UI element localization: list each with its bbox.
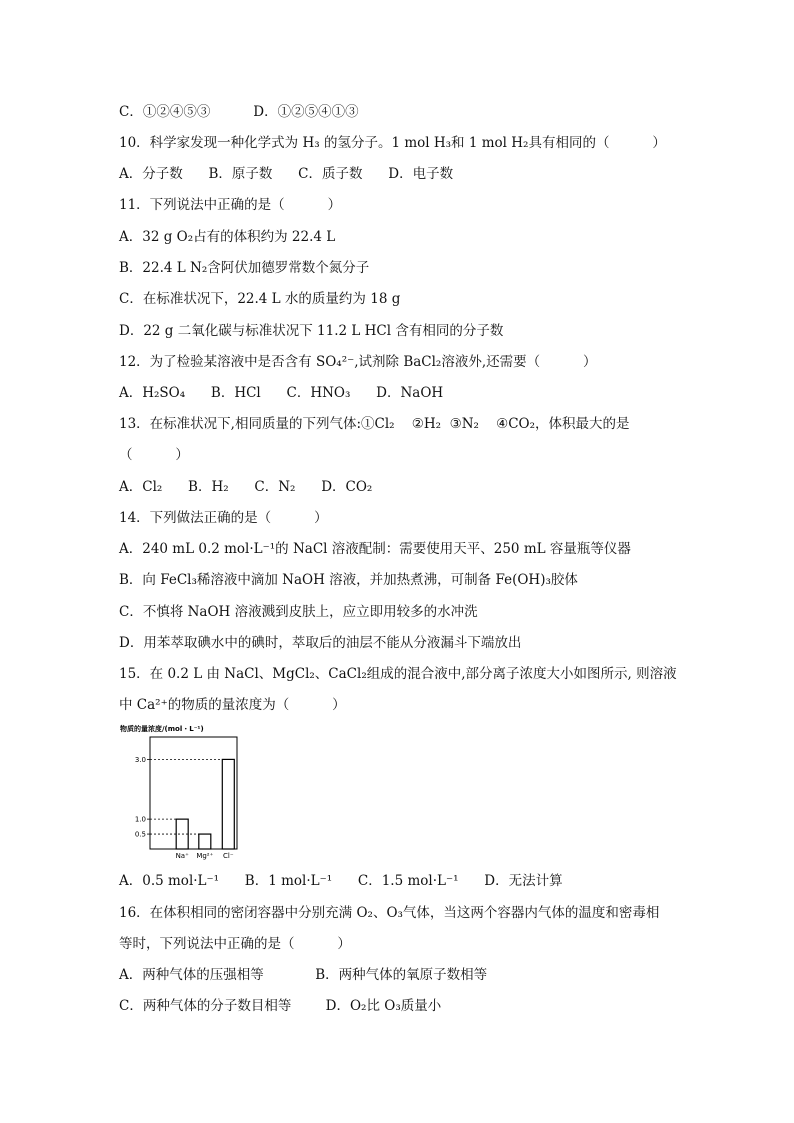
q11-option-d: D．22 g 二氧化碳与标准状况下 11.2 L HCl 含有相同的分子数	[119, 323, 504, 339]
q10-options: A．分子数 B．原子数 C．质子数 D．电子数	[119, 166, 454, 182]
chart-y-tick-label: 1.0	[134, 815, 146, 824]
q9-options: C．①②④⑤③ D．①②⑤④①③	[119, 104, 359, 120]
q11-option-c: C．在标准状况下，22.4 L 水的质量约为 18 g	[119, 291, 401, 307]
chart-bar	[222, 759, 234, 849]
chart-ylabel: 物质的量浓度/(mol・L⁻¹)	[120, 725, 204, 733]
q13-options: A．Cl₂ B．H₂ C．N₂ D．CO₂	[119, 479, 373, 495]
chart-x-tick-label: Mg²⁺	[196, 852, 214, 860]
q11-stem: 11．下列说法中正确的是（ ）	[119, 197, 342, 213]
q16-stem-continued: 等时，下列说法中正确的是（ ）	[119, 936, 351, 952]
q16-options-cd: C．两种气体的分子数目相等 D．O₂比 O₃质量小	[119, 998, 442, 1014]
chart-x-tick-label: Na⁺	[175, 852, 189, 860]
q14-option-c: C．不慎将 NaOH 溶液溅到皮肤上，应立即用较多的水冲洗	[119, 604, 478, 620]
q12-options: A．H₂SO₄ B．HCl C．HNO₃ D．NaOH	[119, 385, 444, 401]
q11-option-b: B．22.4 L N₂含阿伏加德罗常数个氮分子	[119, 260, 370, 276]
chart-svg	[117, 720, 242, 865]
chart-y-tick-label: 3.0	[134, 755, 146, 764]
q10-stem: 10．科学家发现一种化学式为 H₃ 的氢分子。1 mol H₃和 1 mol H₂具有相同的（ ）	[119, 135, 666, 151]
q16-options-ab: A．两种气体的压强相等 B．两种气体的氧原子数相等	[119, 967, 488, 983]
q13-answer-paren: （ ）	[119, 447, 189, 463]
chart-y-tick-label: 0.5	[134, 830, 146, 839]
q15-options: A．0.5 mol·L⁻¹ B．1 mol·L⁻¹ C．1.5 mol·L⁻¹ D．无法计算	[119, 873, 563, 889]
q14-option-b: B．向 FeCl₃稀溶液中滴加 NaOH 溶液，并加热煮沸，可制备 Fe(OH)₃胶体	[119, 572, 578, 588]
chart-plot-area	[135, 737, 237, 860]
q15-stem-continued: 中 Ca²⁺的物质的量浓度为（ ）	[119, 697, 346, 713]
chart-x-tick-label: Cl⁻	[223, 852, 234, 860]
q12-stem: 12．为了检验某溶液中是否含有 SO₄²⁻,试剂除 BaCl₂溶液外,还需要（ ）	[119, 354, 597, 370]
q14-stem: 14．下列做法正确的是（ ）	[119, 510, 328, 526]
q11-option-a: A．32 g O₂占有的体积约为 22.4 L	[119, 229, 336, 245]
q13-stem: 13．在标准状况下,相同质量的下列气体:①Cl₂ ②H₂ ③N₂ ④CO₂，体积最大的是	[119, 416, 630, 432]
ion-concentration-chart	[117, 720, 242, 865]
q14-option-d: D．用苯萃取碘水中的碘时，萃取后的油层不能从分液漏斗下端放出	[119, 635, 522, 651]
chart-bar	[199, 834, 211, 849]
q15-stem: 15．在 0.2 L 由 NaCl、MgCl₂、CaCl₂组成的混合液中,部分离子浓度大小如图所示, 则溶液	[119, 666, 677, 682]
q14-option-a: A．240 mL 0.2 mol·L⁻¹的 NaCl 溶液配制：需要使用天平、250 mL 容量瓶等仪器	[119, 541, 631, 557]
q16-stem: 16．在体积相同的密闭容器中分别充满 O₂、O₃气体，当这两个容器内气体的温度和密毒相	[119, 905, 660, 921]
